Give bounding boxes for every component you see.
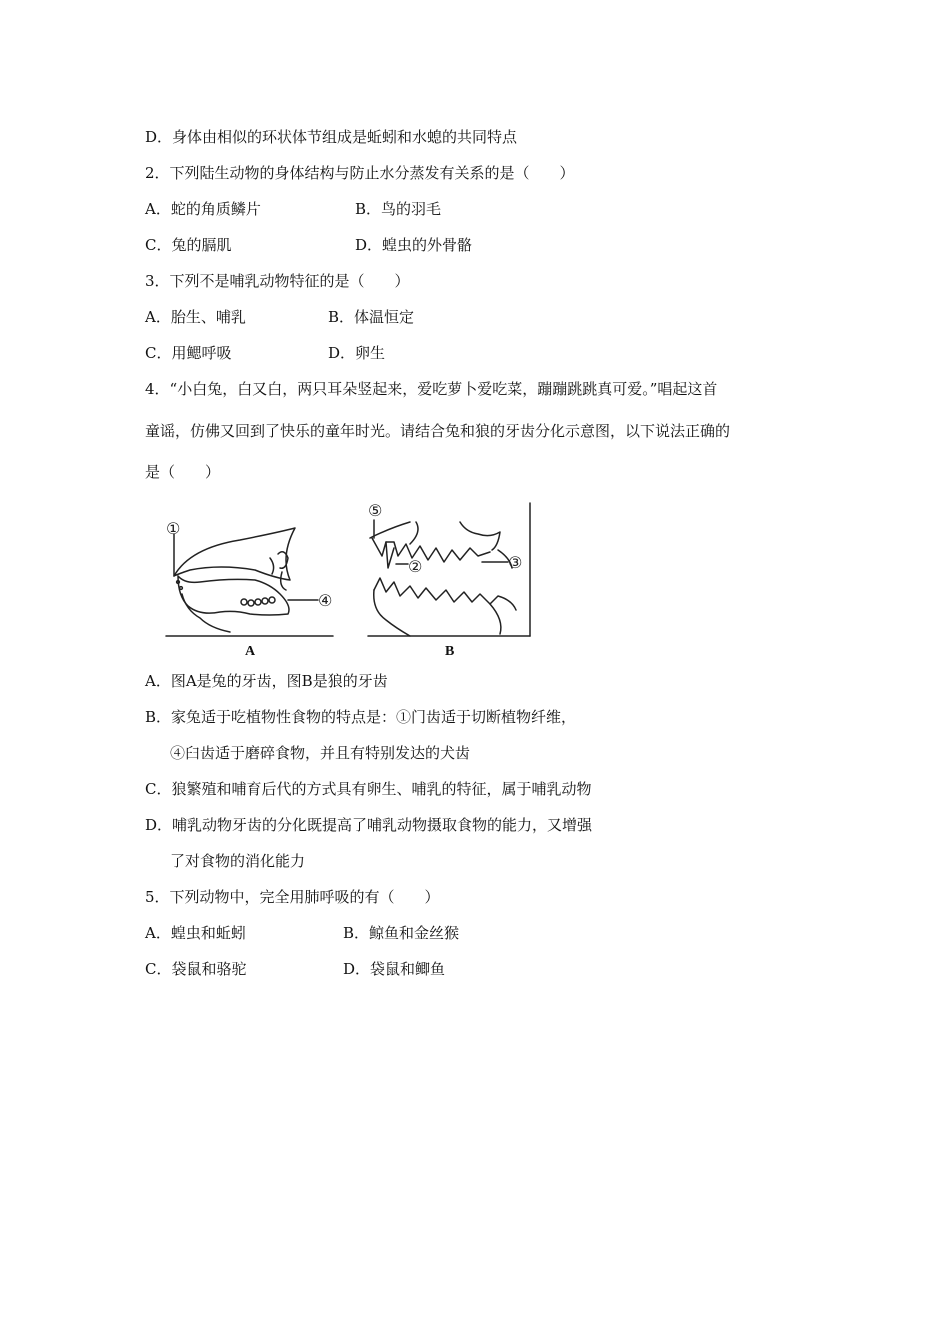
teeth-diagram	[160, 498, 540, 663]
q4-option-b-line2: ④臼齿适于磨碎食物，并且有特别发达的犬齿	[170, 744, 471, 762]
q5-option-a: A．蝗虫和蚯蚓	[145, 924, 246, 942]
q4-option-d-line2: 了对食物的消化能力	[170, 852, 306, 870]
q5-stem: 5．下列动物中，完全用肺呼吸的有（ ）	[145, 888, 440, 906]
q4-option-b-line1: B．家兔适于吃植物性食物的特点是：①门齿适于切断植物纤维，	[145, 708, 577, 726]
q3-option-c: C．用鳃呼吸	[145, 344, 232, 362]
q3-option-b: B．体温恒定	[328, 308, 415, 326]
marker-1: ①	[166, 519, 181, 538]
q2-option-c: C．兔的膈肌	[145, 236, 232, 254]
q4-stem-line3: 是（ ）	[145, 463, 221, 481]
q2-option-a: A．蛇的角质鳞片	[145, 200, 261, 218]
q1-option-d: D．身体由相似的环状体节组成是蚯蚓和水螅的共同特点	[145, 128, 518, 146]
wolf-skull-drawing	[368, 503, 530, 636]
q2-option-d: D．蝗虫的外骨骼	[355, 236, 473, 254]
q2-stem: 2．下列陆生动物的身体结构与防止水分蒸发有关系的是（ ）	[145, 164, 575, 182]
q3-option-a: A．胎生、哺乳	[145, 308, 246, 326]
q5-option-c: C．袋鼠和骆驼	[145, 960, 247, 978]
q4-option-c: C．狼繁殖和哺育后代的方式具有卵生、哺乳的特征，属于哺乳动物	[145, 780, 592, 798]
marker-3: ③	[508, 553, 523, 572]
rabbit-skull-drawing	[166, 528, 333, 636]
q5-option-d: D．袋鼠和鲫鱼	[343, 960, 446, 978]
q2-option-b: B．鸟的羽毛	[355, 200, 442, 218]
q3-stem: 3．下列不是哺乳动物特征的是（ ）	[145, 272, 410, 290]
q4-option-d-line1: D．哺乳动物牙齿的分化既提高了哺乳动物摄取食物的能力，又增强	[145, 816, 593, 834]
marker-2: ②	[408, 557, 423, 576]
q3-option-d: D．卵生	[328, 344, 386, 362]
q4-stem-line1: 4．“小白兔，白又白，两只耳朵竖起来，爱吃萝卜爱吃菜，蹦蹦跳跳真可爱。”唱起这首	[145, 380, 718, 398]
figure-label-a: A	[245, 644, 256, 659]
marker-4: ④	[318, 591, 333, 610]
marker-5: ⑤	[368, 501, 383, 520]
q4-option-a: A．图A是兔的牙齿，图B是狼的牙齿	[145, 672, 388, 690]
q4-stem-line2: 童谣，仿佛又回到了快乐的童年时光。请结合兔和狼的牙齿分化示意图，以下说法正确的	[145, 422, 731, 440]
q5-option-b: B．鲸鱼和金丝猴	[343, 924, 460, 942]
figure-label-b: B	[445, 644, 455, 659]
